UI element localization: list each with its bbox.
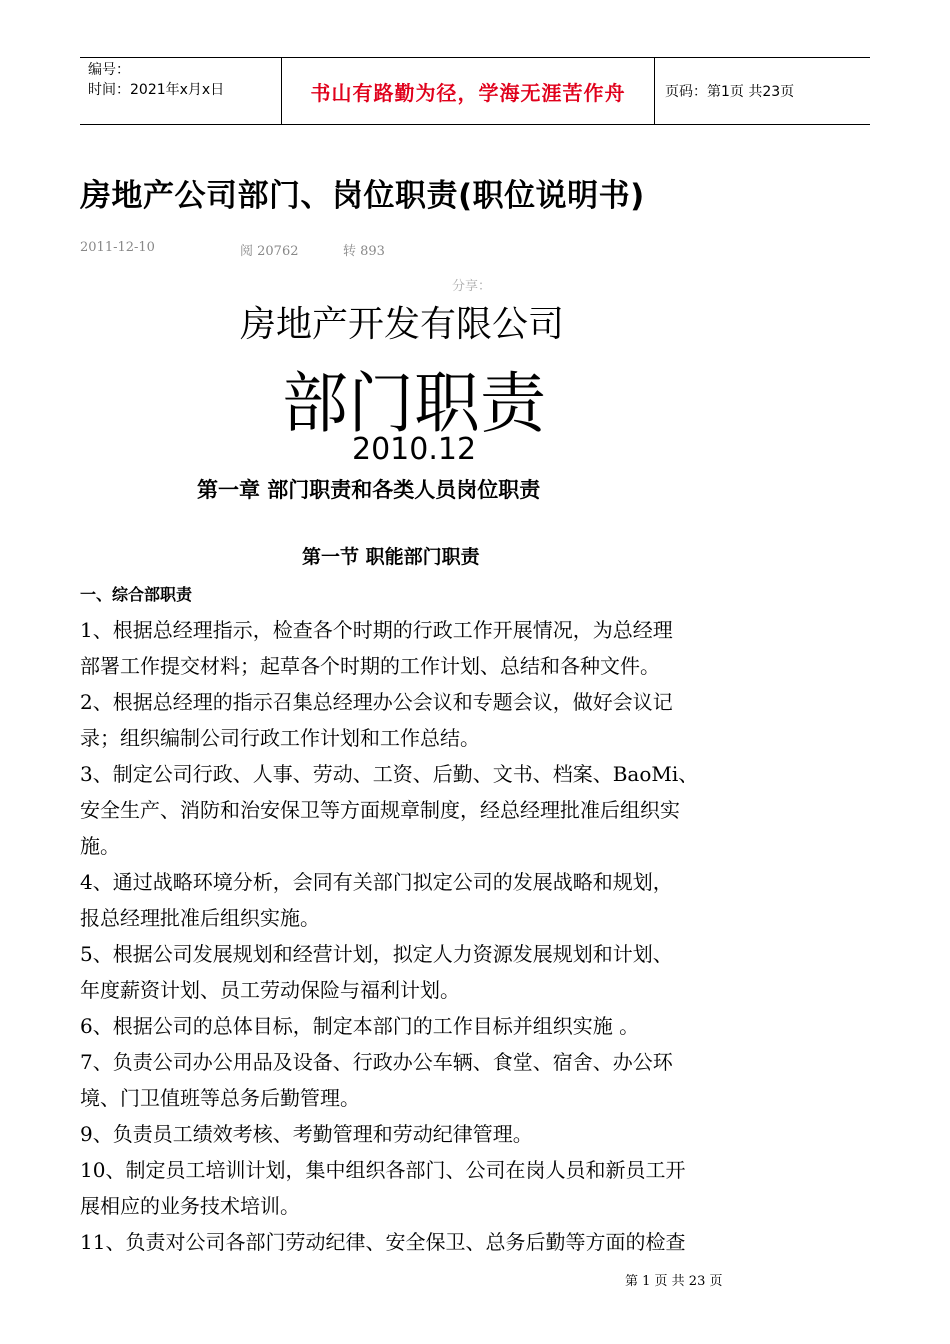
- chapter-heading: 第一章 部门职责和各类人员岗位职责: [197, 478, 541, 502]
- text-line: 部署工作提交材料；起草各个时期的工作计划、总结和各种文件。: [80, 654, 660, 678]
- number-label: 编号：: [88, 62, 130, 78]
- document-date: 2010.12: [352, 432, 477, 467]
- page-footer: 第 1 页 共 23 页: [625, 1274, 723, 1289]
- header-motto: 书山有路勤为径，学海无涯苦作舟: [281, 58, 655, 124]
- text-line: 4、通过战略环境分析，会同有关部门拟定公司的发展战略和规划，: [80, 870, 673, 894]
- text-line: 2、根据总经理的指示召集总经理办公会议和专题会议，做好会议记: [80, 690, 673, 714]
- text-line: 11、负责对公司各部门劳动纪律、安全保卫、总务后勤等方面的检查: [80, 1230, 686, 1254]
- page-header-table: [80, 57, 870, 125]
- read-count: 阅 20762: [240, 244, 299, 259]
- text-line: 10、制定员工培训计划，集中组织各部门、公司在岗人员和新员工开: [80, 1158, 686, 1182]
- section-heading: 第一节 职能部门职责: [302, 546, 480, 568]
- publish-date: 2011-12-10: [80, 240, 155, 255]
- text-line: 3、制定公司行政、人事、劳动、工资、后勤、文书、档案、BaoMi、: [80, 762, 699, 786]
- text-line: 施。: [80, 834, 120, 858]
- company-name: 房地产开发有限公司: [240, 304, 565, 345]
- body-text: [80, 612, 760, 1260]
- text-line: 1、根据总经理指示，检查各个时期的行政工作开展情况，为总经理: [80, 618, 673, 642]
- text-line: 安全生产、消防和治安保卫等方面规章制度，经总经理批准后组织实: [80, 798, 680, 822]
- text-line: 5、根据公司发展规划和经营计划，拟定人力资源发展规划和计划、: [80, 942, 673, 966]
- text-line: 展相应的业务技术培训。: [80, 1194, 300, 1218]
- time-label: 时间：2021年x月x日: [88, 82, 225, 98]
- page-title: 房地产公司部门、岗位职责(职位说明书): [80, 178, 645, 214]
- header-page-info: 页码：第1页 共23页: [665, 84, 795, 100]
- text-line: 录；组织编制公司行政工作计划和工作总结。: [80, 726, 480, 750]
- text-line: 报总经理批准后组织实施。: [80, 906, 320, 930]
- text-line: 境、门卫值班等总务后勤管理。: [80, 1086, 360, 1110]
- subsection-heading: 一、综合部职责: [80, 585, 193, 604]
- document-title: 部门职责: [282, 365, 546, 442]
- text-line: 年度薪资计划、员工劳动保险与福利计划。: [80, 978, 460, 1002]
- share-label[interactable]: 分享：: [452, 279, 492, 294]
- text-line: 6、根据公司的总体目标，制定本部门的工作目标并组织实施 。: [80, 1014, 640, 1038]
- header-left-cell: [80, 58, 281, 124]
- share-count: 转 893: [343, 244, 385, 259]
- text-line: 9、负责员工绩效考核、考勤管理和劳动纪律管理。: [80, 1122, 533, 1146]
- text-line: 7、负责公司办公用品及设备、行政办公车辆、食堂、宿舍、办公环: [80, 1050, 673, 1074]
